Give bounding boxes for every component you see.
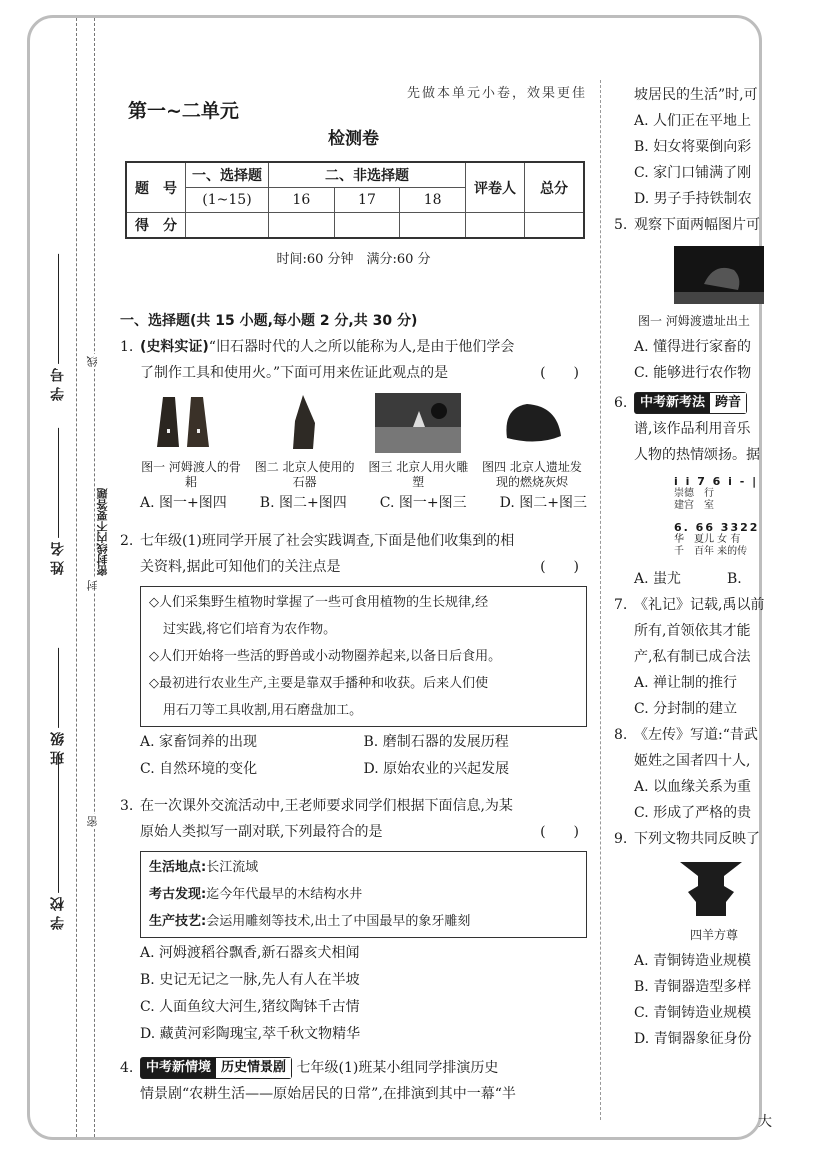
option-b[interactable]: B. 磨制石器的发展历程 bbox=[363, 734, 509, 750]
seal-mark-secret: 密 bbox=[86, 816, 99, 827]
seal-mark-seal: 封 bbox=[86, 580, 99, 591]
question-text-line2: 情景剧“农耕生活——原始居民的日常”,在排演到其中一幕“半 bbox=[140, 1086, 516, 1102]
seal-mark-line: 线 bbox=[86, 356, 99, 367]
tagline: 先做本单元小卷，效果更佳 bbox=[406, 86, 587, 101]
fire-sculpture-image bbox=[363, 392, 473, 454]
section2-header: 二、非选择题 bbox=[269, 162, 466, 188]
option-c[interactable]: C. 人面鱼纹大河生,猪纹陶钵千古情 bbox=[140, 999, 360, 1015]
figure-4 bbox=[477, 392, 587, 490]
time-info: 时间:60 分钟 满分:60 分 bbox=[276, 252, 431, 267]
option-a[interactable]: A. 家畜饲养的出现 bbox=[140, 734, 258, 750]
question-text-line2: 原始人类拟写一副对联,下列最符合的是 bbox=[140, 824, 383, 840]
name-field[interactable] bbox=[48, 428, 68, 575]
section-heading: 一、选择题(共 15 小题,每小题 2 分,共 30 分) bbox=[120, 313, 418, 329]
question-2 bbox=[120, 528, 587, 783]
question-number: 3. bbox=[120, 798, 134, 814]
option-d[interactable]: D. 原始农业的兴起发展 bbox=[363, 761, 510, 777]
section1-score-cell[interactable] bbox=[186, 213, 269, 239]
school-blank[interactable] bbox=[57, 753, 59, 893]
q18-score-cell[interactable] bbox=[400, 213, 466, 239]
q17-header: 17 bbox=[334, 188, 400, 213]
pig-artifact-image bbox=[674, 246, 764, 304]
options bbox=[140, 490, 587, 516]
question-tag: (史料实证) bbox=[140, 339, 209, 355]
question-4 bbox=[120, 1055, 587, 1107]
exam-page bbox=[27, 15, 772, 1140]
q9-option-b[interactable]: B. 青铜器造型多样 bbox=[634, 979, 752, 995]
q9-option-a[interactable]: A. 青铜铸造业规模 bbox=[634, 953, 752, 969]
q5-option-a[interactable]: A. 懂得进行家畜的 bbox=[634, 339, 752, 355]
q6-option-a[interactable]: A. 蚩尤 bbox=[634, 571, 682, 587]
music-notes: 6. 66 3322 bbox=[674, 521, 760, 534]
material-box bbox=[140, 586, 587, 727]
question-9: 9. 下列文物共同反映了 bbox=[614, 831, 760, 847]
school-label: 学 校 bbox=[50, 897, 66, 930]
q5-option-c[interactable]: C. 能够进行农作物 bbox=[634, 365, 752, 381]
q7-text-line3: 产,私有制已成合法 bbox=[634, 649, 751, 665]
option-d[interactable]: D. 图二+图三 bbox=[499, 495, 587, 511]
question-text-line2: 了制作工具和使用火。”下面可用来佐证此观点的是 bbox=[140, 365, 449, 381]
answer-blank[interactable]: ( ) bbox=[540, 365, 579, 381]
material-item: ◇人们采集野生植物时掌握了一些可食用植物的生长规律,经 过实践,将它们培育为农作物。 bbox=[149, 595, 489, 637]
question-badge: 中考新情境 历史情景剧 bbox=[140, 1057, 292, 1079]
question-number: 4. bbox=[120, 1060, 134, 1076]
question-7: 7. 《礼记》记载,禹以前 bbox=[614, 597, 765, 613]
q9-figure-caption: 四羊方尊 bbox=[690, 928, 739, 942]
lyrics: 华 夏儿 女 有 bbox=[674, 534, 741, 545]
class-field[interactable] bbox=[48, 648, 68, 765]
paper-title: 检测卷 bbox=[328, 129, 379, 149]
figure-caption: 图二 北京人使用的石器 bbox=[254, 460, 355, 489]
grader-cell[interactable] bbox=[466, 213, 525, 239]
info-row: 生产技艺:会运用雕刻等技术,出土了中国最早的象牙雕刻 bbox=[149, 914, 471, 929]
answer-blank[interactable]: ( ) bbox=[540, 824, 579, 840]
option-c[interactable]: C. 自然环境的变化 bbox=[140, 761, 258, 777]
info-row: 考古发现:迄今年代最早的木结构水井 bbox=[149, 887, 363, 902]
right-column bbox=[614, 18, 774, 1138]
seal-note: 密封线内不要答题 bbox=[96, 488, 109, 576]
bone-spade-image bbox=[136, 392, 246, 454]
total-score-cell[interactable] bbox=[525, 213, 585, 239]
page-mark: 大 bbox=[758, 1114, 772, 1130]
q6-text-line2: 谱,该作品利用音乐 bbox=[634, 421, 751, 437]
option-a[interactable]: A. 河姆渡稻谷飘香,新石器亥犬相闻 bbox=[140, 945, 360, 961]
q7-option-a[interactable]: A. 禅让制的推行 bbox=[634, 675, 738, 691]
figure-1 bbox=[136, 392, 246, 490]
music-notes: i i 7 6 i - | bbox=[674, 475, 759, 488]
grader-header: 评卷人 bbox=[466, 162, 525, 213]
q7-option-c[interactable]: C. 分封制的建立 bbox=[634, 701, 738, 717]
question-8: 8. 《左传》写道:“昔武 bbox=[614, 727, 758, 743]
section1-range: (1~15) bbox=[186, 188, 269, 213]
info-box bbox=[140, 851, 587, 938]
question-text-line1: 在一次课外交流活动中,王老师要求同学们根据下面信息,为某 bbox=[140, 798, 513, 814]
options bbox=[140, 729, 587, 783]
class-blank[interactable] bbox=[57, 648, 59, 728]
q6-options bbox=[614, 566, 834, 592]
school-field[interactable] bbox=[48, 753, 68, 930]
figure-2 bbox=[250, 392, 360, 490]
q9-option-c[interactable]: C. 青铜铸造业规模 bbox=[634, 1005, 752, 1021]
figure-caption: 图一 河姆渡人的骨耜 bbox=[141, 460, 241, 489]
q8-text-line2: 姬姓之国者四十人, bbox=[634, 753, 751, 769]
score-label: 得 分 bbox=[126, 213, 186, 239]
q4-option-d[interactable]: D. 男子手持铁制农 bbox=[634, 191, 752, 207]
music-score bbox=[614, 476, 834, 558]
info-row: 生活地点:长江流域 bbox=[149, 860, 259, 875]
q6-text-line3: 人物的热情颂扬。据 bbox=[634, 447, 760, 463]
column-divider bbox=[600, 80, 601, 1120]
material-item: ◇人们开始将一些活的野兽或小动物圈养起来,以备日后食用。 bbox=[149, 649, 502, 664]
q4-continuation: 坡居民的生活”时,可 bbox=[634, 87, 758, 103]
question-number: 2. bbox=[120, 533, 134, 549]
q9-option-d[interactable]: D. 青铜器象征身份 bbox=[634, 1031, 752, 1047]
question-text-line2: 关资料,据此可知他们的关注点是 bbox=[140, 559, 341, 575]
q6-option-b[interactable]: B. bbox=[727, 571, 742, 587]
student-id-field[interactable] bbox=[48, 254, 68, 401]
material-item: ◇最初进行农业生产,主要是靠双手播种和收获。后来人们使 用石刀等工具收割,用石磨盘加工。 bbox=[149, 676, 489, 718]
bronze-zun-image bbox=[676, 858, 746, 920]
question-number-label: 题 号 bbox=[126, 162, 186, 213]
q4-option-b[interactable]: B. 妇女将粟倒向彩 bbox=[634, 139, 752, 155]
student-id-label: 学 号 bbox=[50, 368, 66, 401]
score-table bbox=[125, 161, 585, 239]
q18-header: 18 bbox=[400, 188, 466, 213]
name-label: 姓 名 bbox=[50, 542, 66, 575]
ash-remains-image bbox=[477, 392, 587, 454]
figure-row bbox=[136, 392, 587, 490]
class-label: 班 级 bbox=[50, 732, 66, 765]
question-text-line1: 七年级(1)班同学开展了社会实践调查,下面是他们收集到的相 bbox=[140, 533, 515, 549]
option-d[interactable]: D. 藏黄河彩陶瑰宝,萃千秋文物精华 bbox=[140, 1026, 361, 1042]
option-b[interactable]: B. 史记无记之一脉,先人有人在半坡 bbox=[140, 972, 360, 988]
q17-score-cell[interactable] bbox=[334, 213, 400, 239]
question-3 bbox=[120, 793, 587, 1048]
answer-blank[interactable]: ( ) bbox=[540, 559, 579, 575]
lyrics: 千 百年 来的传 bbox=[674, 546, 748, 557]
lyrics: 建宫 室 bbox=[674, 500, 714, 511]
figure-3 bbox=[363, 392, 473, 490]
q5-figure-caption: 图一 河姆渡遗址出土 bbox=[638, 314, 750, 328]
question-badge: 中考新考法 跨音 bbox=[634, 392, 747, 414]
stone-tool-image bbox=[250, 392, 360, 454]
option-c[interactable]: C. 图一+图三 bbox=[379, 495, 467, 511]
unit-title: 第一~二单元 bbox=[128, 100, 239, 122]
question-text-line1: “旧石器时代的人之所以能称为人,是由于他们学会 bbox=[208, 339, 515, 355]
q4-option-c[interactable]: C. 家门口铺满了刚 bbox=[634, 165, 752, 181]
question-1 bbox=[120, 334, 587, 516]
question-number: 1. bbox=[120, 339, 134, 355]
binding-dashed-line-outer bbox=[76, 18, 77, 1137]
option-a[interactable]: A. 图一+图四 bbox=[140, 495, 227, 511]
student-id-blank[interactable] bbox=[57, 254, 59, 364]
q4-option-a[interactable]: A. 人们正在平地上 bbox=[634, 113, 752, 129]
q7-text-line2: 所有,首领依其才能 bbox=[634, 623, 751, 639]
lyrics: 崇德 行 bbox=[674, 488, 714, 499]
q8-option-a[interactable]: A. 以血缘关系为重 bbox=[634, 779, 752, 795]
question-text-line1: 七年级(1)班某小组同学排演历史 bbox=[296, 1060, 499, 1076]
total-header: 总分 bbox=[525, 162, 585, 213]
question-5: 5. 观察下面两幅图片可 bbox=[614, 217, 760, 233]
q16-header: 16 bbox=[269, 188, 335, 213]
figure-caption: 图四 北京人遗址发现的燃烧灰烬 bbox=[482, 460, 582, 489]
question-6: 6. 中考新考法 跨音 bbox=[614, 390, 834, 416]
q16-score-cell[interactable] bbox=[269, 213, 335, 239]
options bbox=[140, 940, 587, 1048]
q8-option-c[interactable]: C. 形成了严格的贵 bbox=[634, 805, 752, 821]
section1-header: 一、选择题 bbox=[186, 162, 269, 188]
option-b[interactable]: B. 图二+图四 bbox=[259, 495, 347, 511]
figure-caption: 图三 北京人用火雕塑 bbox=[368, 460, 469, 489]
name-blank[interactable] bbox=[57, 428, 59, 538]
